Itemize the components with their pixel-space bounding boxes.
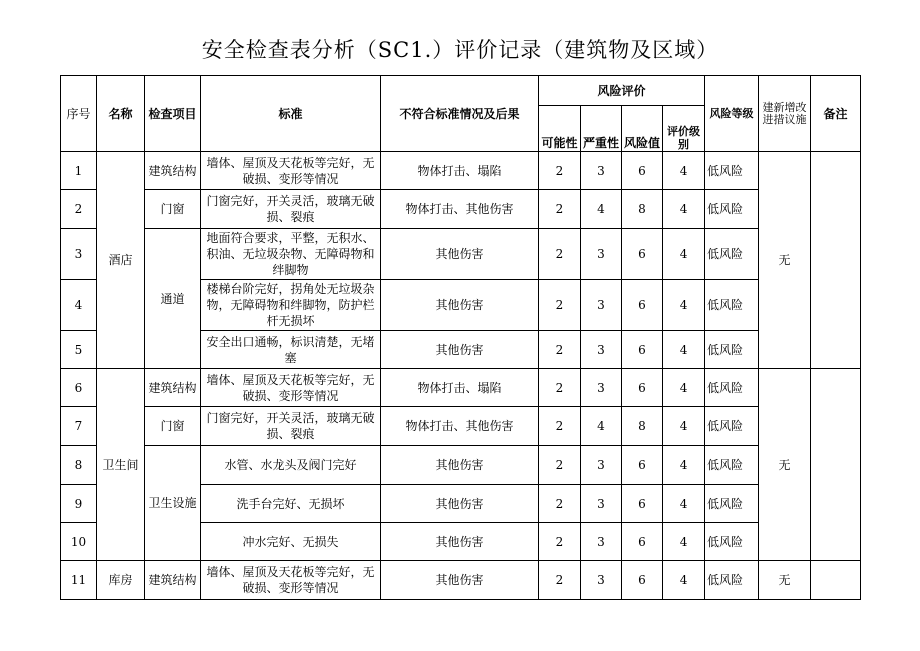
safety-checklist-table xyxy=(60,75,861,600)
risk-grade: 低风险 xyxy=(705,485,759,523)
eval-level-value: 4 xyxy=(663,152,705,190)
new-measures: 无 xyxy=(759,152,811,369)
header-no: 序号 xyxy=(61,76,97,152)
row-no: 1 xyxy=(61,152,97,190)
risk-value: 6 xyxy=(622,369,663,407)
table-row xyxy=(61,369,861,407)
area-name: 库房 xyxy=(97,561,145,600)
header-risk-evaluation: 风险评价 xyxy=(539,76,705,106)
risk-grade: 低风险 xyxy=(705,280,759,331)
risk-value: 6 xyxy=(622,523,663,561)
eval-level-value: 4 xyxy=(663,331,705,369)
nonconformity-text: 其他伤害 xyxy=(381,331,539,369)
standard-text: 水管、水龙头及阀门完好 xyxy=(201,446,381,485)
table-row xyxy=(61,229,861,280)
header-nonconformity: 不符合标准情况及后果 xyxy=(381,76,539,152)
possibility-value: 2 xyxy=(539,152,581,190)
standard-text: 门窗完好，开关灵活，玻璃无破损、裂痕 xyxy=(201,407,381,446)
standard-text: 楼梯台阶完好，拐角处无垃圾杂物，无障碍物和绊脚物，防护栏杆无损坏 xyxy=(201,280,381,331)
risk-value: 8 xyxy=(622,190,663,229)
page-title: 安全检查表分析（SC1.）评价记录（建筑物及区域） xyxy=(201,38,719,62)
nonconformity-text: 物体打击、塌陷 xyxy=(381,152,539,190)
possibility-value: 2 xyxy=(539,229,581,280)
standard-text: 冲水完好、无损失 xyxy=(201,523,381,561)
nonconformity-text: 其他伤害 xyxy=(381,229,539,280)
row-no: 11 xyxy=(61,561,97,600)
standard-text: 墙体、屋顶及天花板等完好，无破损、变形等情况 xyxy=(201,369,381,407)
risk-grade: 低风险 xyxy=(705,369,759,407)
severity-value: 3 xyxy=(581,369,622,407)
severity-value: 3 xyxy=(581,152,622,190)
risk-value: 6 xyxy=(622,485,663,523)
check-item: 门窗 xyxy=(145,190,201,229)
risk-value: 6 xyxy=(622,331,663,369)
header-risk-grade: 风险等级 xyxy=(705,76,759,152)
header-item: 检查项目 xyxy=(145,76,201,152)
header-new-measures: 建新增改进措议施 xyxy=(759,76,811,152)
nonconformity-text: 其他伤害 xyxy=(381,561,539,600)
check-item: 门窗 xyxy=(145,407,201,446)
eval-level-value: 4 xyxy=(663,369,705,407)
severity-value: 3 xyxy=(581,331,622,369)
eval-level-value: 4 xyxy=(663,523,705,561)
risk-value: 6 xyxy=(622,446,663,485)
severity-value: 3 xyxy=(581,485,622,523)
possibility-value: 2 xyxy=(539,523,581,561)
header-standard: 标准 xyxy=(201,76,381,152)
check-item: 通道 xyxy=(145,229,201,369)
new-measures: 无 xyxy=(759,369,811,561)
standard-text: 地面符合要求，平整，无积水、积油、无垃圾杂物、无障碍物和绊脚物 xyxy=(201,229,381,280)
row-no: 4 xyxy=(61,280,97,331)
possibility-value: 2 xyxy=(539,369,581,407)
table-row xyxy=(61,561,861,600)
check-item: 建筑结构 xyxy=(145,561,201,600)
risk-value: 6 xyxy=(622,229,663,280)
table-row xyxy=(61,446,861,485)
standard-text: 安全出口通畅，标识清楚，无堵塞 xyxy=(201,331,381,369)
remark xyxy=(811,561,861,600)
area-name: 酒店 xyxy=(97,152,145,369)
header-severity: 严重性 xyxy=(581,106,622,152)
eval-level-value: 4 xyxy=(663,407,705,446)
possibility-value: 2 xyxy=(539,446,581,485)
area-name: 卫生间 xyxy=(97,369,145,561)
row-no: 6 xyxy=(61,369,97,407)
severity-value: 3 xyxy=(581,446,622,485)
severity-value: 4 xyxy=(581,407,622,446)
standard-text: 洗手台完好、无损坏 xyxy=(201,485,381,523)
risk-value: 6 xyxy=(622,561,663,600)
risk-grade: 低风险 xyxy=(705,331,759,369)
new-measures: 无 xyxy=(759,561,811,600)
nonconformity-text: 其他伤害 xyxy=(381,446,539,485)
row-no: 5 xyxy=(61,331,97,369)
risk-grade: 低风险 xyxy=(705,407,759,446)
header-possibility: 可能性 xyxy=(539,106,581,152)
row-no: 9 xyxy=(61,485,97,523)
row-no: 8 xyxy=(61,446,97,485)
severity-value: 4 xyxy=(581,190,622,229)
standard-text: 墙体、屋顶及天花板等完好，无破损、变形等情况 xyxy=(201,152,381,190)
eval-level-value: 4 xyxy=(663,446,705,485)
possibility-value: 2 xyxy=(539,407,581,446)
standard-text: 墙体、屋顶及天花板等完好，无破损、变形等情况 xyxy=(201,561,381,600)
eval-level-value: 4 xyxy=(663,485,705,523)
risk-value: 6 xyxy=(622,280,663,331)
risk-value: 8 xyxy=(622,407,663,446)
severity-value: 3 xyxy=(581,523,622,561)
risk-grade: 低风险 xyxy=(705,446,759,485)
row-no: 10 xyxy=(61,523,97,561)
remark xyxy=(811,369,861,561)
nonconformity-text: 其他伤害 xyxy=(381,523,539,561)
risk-grade: 低风险 xyxy=(705,561,759,600)
severity-value: 3 xyxy=(581,280,622,331)
nonconformity-text: 其他伤害 xyxy=(381,280,539,331)
possibility-value: 2 xyxy=(539,485,581,523)
nonconformity-text: 物体打击、塌陷 xyxy=(381,369,539,407)
header-name: 名称 xyxy=(97,76,145,152)
nonconformity-text: 其他伤害 xyxy=(381,485,539,523)
possibility-value: 2 xyxy=(539,331,581,369)
eval-level-value: 4 xyxy=(663,561,705,600)
row-no: 3 xyxy=(61,229,97,280)
eval-level-value: 4 xyxy=(663,229,705,280)
check-item: 建筑结构 xyxy=(145,152,201,190)
nonconformity-text: 物体打击、其他伤害 xyxy=(381,190,539,229)
risk-grade: 低风险 xyxy=(705,523,759,561)
table-row xyxy=(61,152,861,190)
check-item: 卫生设施 xyxy=(145,446,201,561)
nonconformity-text: 物体打击、其他伤害 xyxy=(381,407,539,446)
risk-value: 6 xyxy=(622,152,663,190)
severity-value: 3 xyxy=(581,229,622,280)
header-eval-level: 评价级别 xyxy=(663,106,705,152)
table-row xyxy=(61,407,861,446)
row-no: 2 xyxy=(61,190,97,229)
row-no: 7 xyxy=(61,407,97,446)
remark xyxy=(811,152,861,369)
table-row xyxy=(61,190,861,229)
possibility-value: 2 xyxy=(539,561,581,600)
risk-grade: 低风险 xyxy=(705,229,759,280)
header-remark: 备注 xyxy=(811,76,861,152)
severity-value: 3 xyxy=(581,561,622,600)
risk-grade: 低风险 xyxy=(705,152,759,190)
check-item: 建筑结构 xyxy=(145,369,201,407)
eval-level-value: 4 xyxy=(663,190,705,229)
header-risk-value: 风险值 xyxy=(622,106,663,152)
standard-text: 门窗完好，开关灵活，玻璃无破损、裂痕 xyxy=(201,190,381,229)
eval-level-value: 4 xyxy=(663,280,705,331)
possibility-value: 2 xyxy=(539,190,581,229)
risk-grade: 低风险 xyxy=(705,190,759,229)
possibility-value: 2 xyxy=(539,280,581,331)
